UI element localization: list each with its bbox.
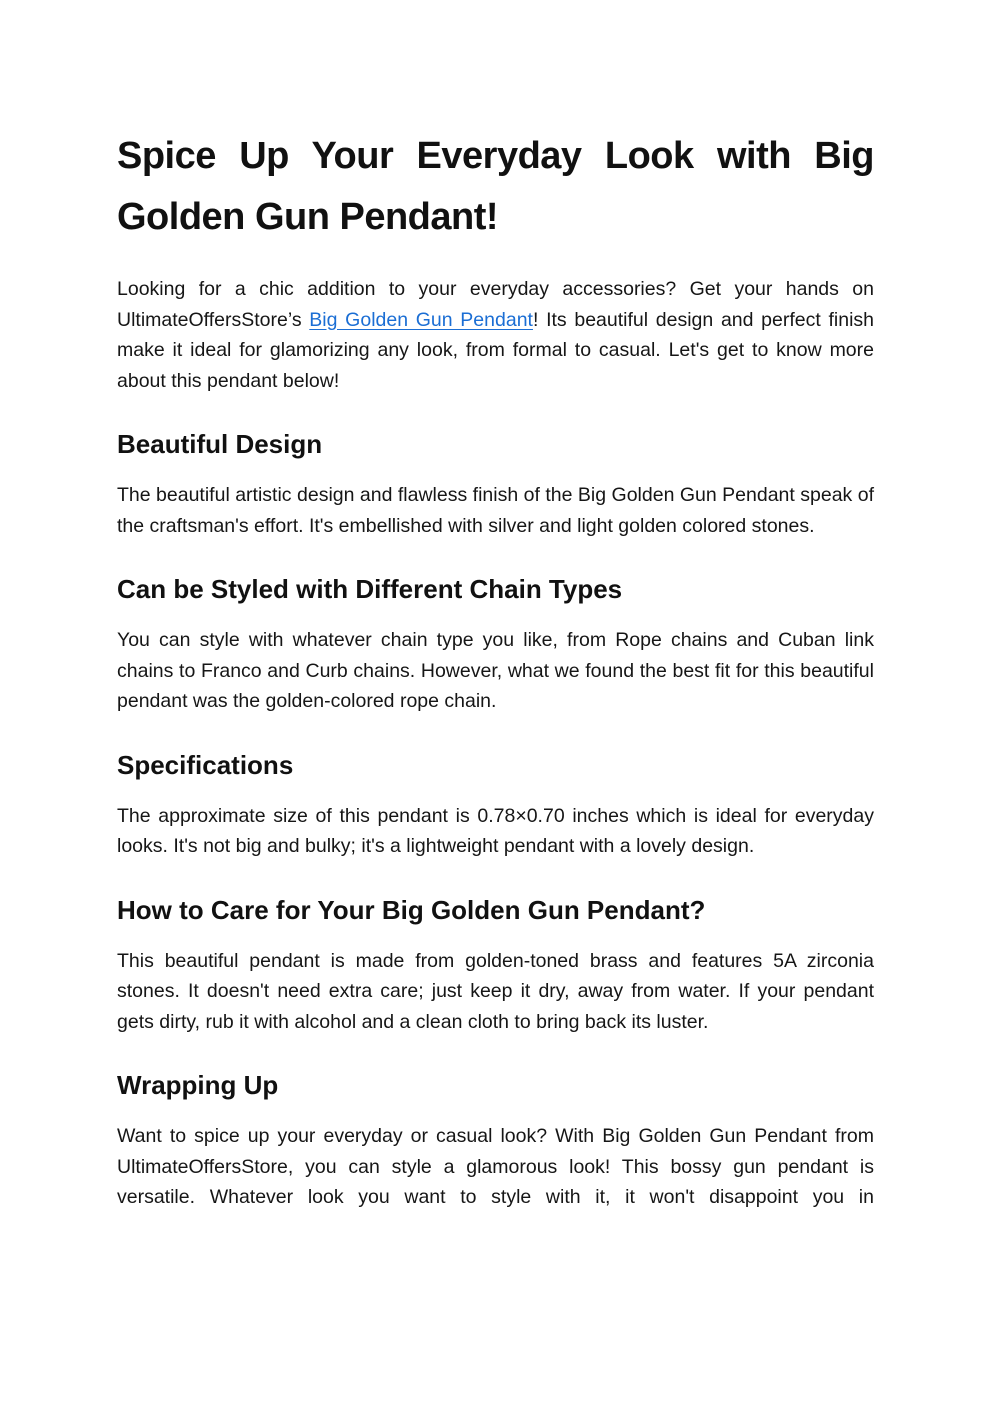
- section-paragraph-chain-types: You can style with whatever chain type you like, from Rope chains and Cuban link chains to Franco and Curb chains. However, what we found the best fit for this beautiful pendant was the golden-colored rope chain.: [117, 629, 874, 712]
- section-paragraph-care: This beautiful pendant is made from golden-toned brass and features 5A zirconia stones. It doesn't need extra care; just keep it dry, away from water. If your pendant gets dirty, rub it with alcohol and a clean cloth to bring back its luster.: [117, 949, 874, 1033]
- section-care: [117, 894, 874, 1038]
- section-heading-beautiful-design: Beautiful Design: [117, 429, 323, 459]
- section-heading-chain-types: Can be Styled with Different Chain Types: [117, 574, 623, 604]
- section-paragraph-beautiful-design: The beautiful artistic design and flawless finish of the Big Golden Gun Pendant speak of the craftsman's effort. It's embellished with silver and light golden colored stones.: [117, 484, 874, 537]
- section-wrapping-up: [117, 1069, 874, 1213]
- intro-paragraph: [117, 274, 874, 396]
- section-beautiful-design: [117, 428, 874, 541]
- product-link[interactable]: Big Golden Gun Pendant: [309, 308, 533, 331]
- section-specifications: [117, 749, 874, 862]
- section-paragraph-specifications: The approximate size of this pendant is 0.78×0.70 inches which is ideal for everyday looks. It's not big and bulky; it's a lightweight pendant with a lovely design.: [117, 804, 874, 857]
- section-paragraph-wrapping-up: Want to spice up your everyday or casual look? With Big Golden Gun Pendant from UltimateOffersStore, you can style a glamorous look! This bossy gun pendant is versatile. Whatever look you want to style with it, it won't disappoint you in: [117, 1125, 874, 1208]
- page-title: Spice Up Your Everyday Look with Big Golden Gun Pendant!: [117, 135, 874, 238]
- section-heading-care: How to Care for Your Big Golden Gun Pendant?: [117, 894, 706, 925]
- section-chain-types: [117, 573, 874, 717]
- intro-text-after-link: ! Its beautiful design and perfect finish make it ideal for glamorizing any look, from formal to casual. Let's get to know more about this pendant below!: [117, 308, 875, 392]
- section-heading-specifications: Specifications: [117, 749, 294, 780]
- section-heading-wrapping-up: Wrapping Up: [117, 1070, 279, 1100]
- intro-text-before-link: Looking for a chic addition to your everyday accessories? Get your hands on UltimateOffersStore’s: [117, 278, 874, 331]
